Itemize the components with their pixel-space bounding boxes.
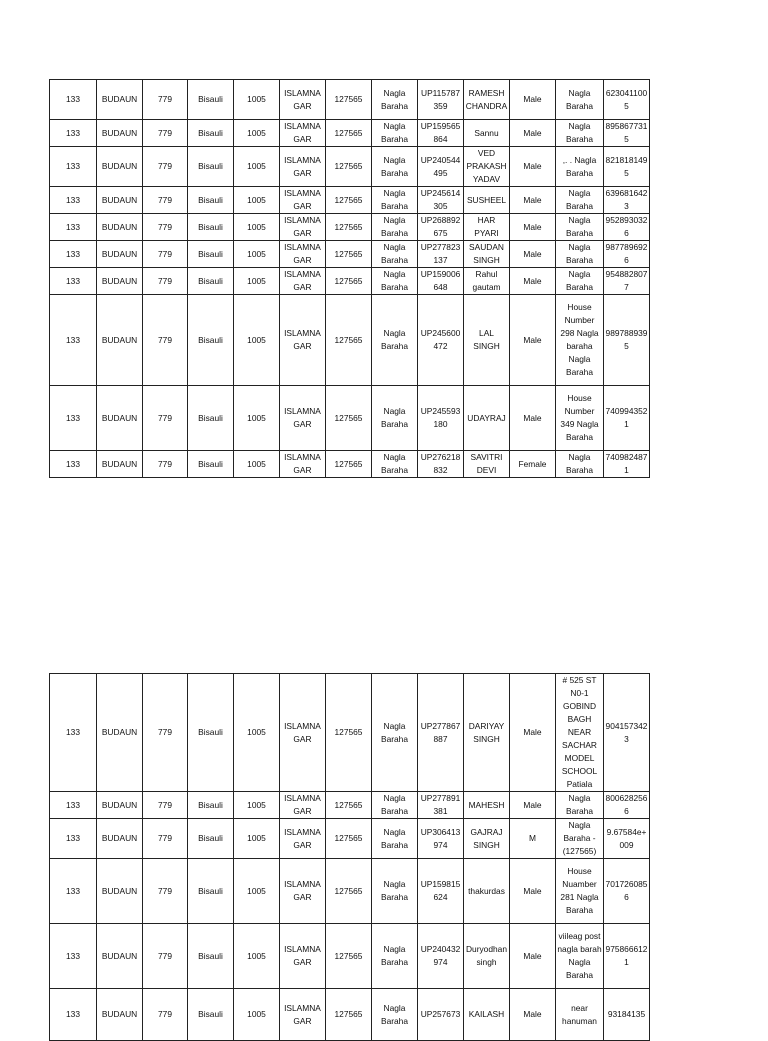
district-cell: BUDAUN [97,819,143,859]
farmer-name-cell: SAUDAN SINGH [464,241,510,268]
village-cell: Nagla Baraha [372,214,418,241]
village-cell: Nagla Baraha [372,268,418,295]
lgd-code-cell: 127565 [326,859,372,924]
registration-id-cell: UP240544495 [418,147,464,187]
district-cell: BUDAUN [97,924,143,989]
code-cell: 779 [143,859,188,924]
mobile-cell: 8958677315 [604,120,650,147]
table-row [50,792,650,819]
tehsil-cell: Bisauli [188,674,234,792]
gender-cell: Male [510,924,556,989]
district-cell: BUDAUN [97,241,143,268]
lgd-code-cell: 127565 [326,120,372,147]
address-cell: near hanuman [556,989,604,1041]
farmer-name-cell: Rahul gautam [464,268,510,295]
gender-cell: Female [510,451,556,478]
address-cell: Nagla Baraha [556,80,604,120]
code-cell: 779 [143,989,188,1041]
table-row [50,451,650,478]
gender-cell: Male [510,295,556,386]
address-cell: House Number 349 Nagla Baraha [556,386,604,451]
mobile-cell: 9.67584e+009 [604,819,650,859]
code-cell: 779 [143,268,188,295]
gram-panchayat-cell: ISLAMNA GAR [280,819,326,859]
mobile-cell: 9877896926 [604,241,650,268]
table-row [50,147,650,187]
village-code-cell: 1005 [234,451,280,478]
district-cell: BUDAUN [97,674,143,792]
table-row [50,187,650,214]
village-cell: Nagla Baraha [372,120,418,147]
farmer-name-cell: MAHESH [464,792,510,819]
district-cell: BUDAUN [97,187,143,214]
code-cell: 779 [143,147,188,187]
code-cell: 779 [143,295,188,386]
code-cell: 779 [143,241,188,268]
address-cell: # 525 ST N0-1 GOBIND BAGH NEAR SACHAR MODEL SCHOOL Patiala [556,674,604,792]
gram-panchayat-cell: ISLAMNA GAR [280,268,326,295]
lgd-code-cell: 127565 [326,674,372,792]
tehsil-cell: Bisauli [188,268,234,295]
table-row [50,386,650,451]
table-row [50,819,650,859]
village-cell: Nagla Baraha [372,989,418,1041]
registration-id-cell: UP245593180 [418,386,464,451]
village-cell: Nagla Baraha [372,386,418,451]
address-cell: Nagla Baraha [556,187,604,214]
farmer-name-cell: KAILASH [464,989,510,1041]
lgd-code-cell: 127565 [326,80,372,120]
record-table-2 [49,673,650,1041]
gram-panchayat-cell: ISLAMNA GAR [280,451,326,478]
farmer-name-cell: HAR PYARI [464,214,510,241]
village-code-cell: 1005 [234,187,280,214]
village-cell: Nagla Baraha [372,451,418,478]
gram-panchayat-cell: ISLAMNA GAR [280,674,326,792]
block-code-cell: 133 [50,792,97,819]
farmer-name-cell: Sannu [464,120,510,147]
village-code-cell: 1005 [234,80,280,120]
registration-id-cell: UP277891381 [418,792,464,819]
gram-panchayat-cell: ISLAMNA GAR [280,924,326,989]
district-cell: BUDAUN [97,214,143,241]
lgd-code-cell: 127565 [326,792,372,819]
mobile-cell: 8218181495 [604,147,650,187]
gender-cell: Male [510,120,556,147]
block-code-cell: 133 [50,859,97,924]
village-code-cell: 1005 [234,989,280,1041]
village-code-cell: 1005 [234,819,280,859]
tehsil-cell: Bisauli [188,792,234,819]
lgd-code-cell: 127565 [326,819,372,859]
address-cell: viileag post nagla barah Nagla Baraha [556,924,604,989]
table-row [50,268,650,295]
table-row [50,295,650,386]
gender-cell: M [510,819,556,859]
block-code-cell: 133 [50,674,97,792]
district-cell: BUDAUN [97,120,143,147]
gram-panchayat-cell: ISLAMNA GAR [280,187,326,214]
table-row [50,924,650,989]
gender-cell: Male [510,147,556,187]
registration-id-cell: UP115787359 [418,80,464,120]
farmer-name-cell: VED PRAKASH YADAV [464,147,510,187]
farmer-name-cell: RAMESH CHANDRA [464,80,510,120]
registration-id-cell: UP306413974 [418,819,464,859]
lgd-code-cell: 127565 [326,241,372,268]
gram-panchayat-cell: ISLAMNA GAR [280,859,326,924]
block-code-cell: 133 [50,214,97,241]
address-cell: House Number 298 Nagla baraha Nagla Baraha [556,295,604,386]
code-cell: 779 [143,214,188,241]
tehsil-cell: Bisauli [188,214,234,241]
code-cell: 779 [143,187,188,214]
village-cell: Nagla Baraha [372,924,418,989]
gender-cell: Male [510,187,556,214]
registration-id-cell: UP245614305 [418,187,464,214]
block-code-cell: 133 [50,147,97,187]
farmer-name-cell: SAVITRI DEVI [464,451,510,478]
gram-panchayat-cell: ISLAMNA GAR [280,792,326,819]
village-code-cell: 1005 [234,268,280,295]
tehsil-cell: Bisauli [188,120,234,147]
code-cell: 779 [143,120,188,147]
registration-id-cell: UP268892675 [418,214,464,241]
gender-cell: Male [510,674,556,792]
address-cell: Nagla Baraha [556,792,604,819]
code-cell: 779 [143,80,188,120]
mobile-cell: 7409943521 [604,386,650,451]
village-code-cell: 1005 [234,859,280,924]
block-code-cell: 133 [50,819,97,859]
block-code-cell: 133 [50,80,97,120]
address-cell: Nagla Baraha [556,451,604,478]
mobile-cell: 6230411005 [604,80,650,120]
farmer-name-cell: SUSHEEL [464,187,510,214]
mobile-cell: 7409824871 [604,451,650,478]
village-code-cell: 1005 [234,674,280,792]
tehsil-cell: Bisauli [188,859,234,924]
code-cell: 779 [143,386,188,451]
mobile-cell: 9758666121 [604,924,650,989]
village-cell: Nagla Baraha [372,674,418,792]
block-code-cell: 133 [50,924,97,989]
village-cell: Nagla Baraha [372,819,418,859]
village-code-cell: 1005 [234,241,280,268]
tehsil-cell: Bisauli [188,241,234,268]
gender-cell: Male [510,792,556,819]
gender-cell: Male [510,268,556,295]
address-cell: Nagla Baraha [556,241,604,268]
registration-id-cell: UP159006648 [418,268,464,295]
registration-id-cell: UP276218832 [418,451,464,478]
lgd-code-cell: 127565 [326,989,372,1041]
farmer-name-cell: LAL SINGH [464,295,510,386]
village-cell: Nagla Baraha [372,241,418,268]
village-code-cell: 1005 [234,792,280,819]
mobile-cell: 9548828077 [604,268,650,295]
mobile-cell: 9528930326 [604,214,650,241]
farmer-name-cell: GAJRAJ SINGH [464,819,510,859]
district-cell: BUDAUN [97,147,143,187]
tehsil-cell: Bisauli [188,187,234,214]
gram-panchayat-cell: ISLAMNA GAR [280,147,326,187]
registration-id-cell: UP277867887 [418,674,464,792]
gender-cell: Male [510,859,556,924]
gender-cell: Male [510,386,556,451]
gender-cell: Male [510,241,556,268]
lgd-code-cell: 127565 [326,187,372,214]
village-code-cell: 1005 [234,386,280,451]
district-cell: BUDAUN [97,295,143,386]
village-code-cell: 1005 [234,295,280,386]
tehsil-cell: Bisauli [188,147,234,187]
village-cell: Nagla Baraha [372,147,418,187]
district-cell: BUDAUN [97,792,143,819]
record-table-1 [49,79,650,478]
block-code-cell: 133 [50,989,97,1041]
district-cell: BUDAUN [97,989,143,1041]
lgd-code-cell: 127565 [326,924,372,989]
tehsil-cell: Bisauli [188,924,234,989]
gender-cell: Male [510,214,556,241]
record-table-1-body [50,80,650,478]
village-code-cell: 1005 [234,120,280,147]
gram-panchayat-cell: ISLAMNA GAR [280,214,326,241]
village-cell: Nagla Baraha [372,80,418,120]
mobile-cell: 93184135 [604,989,650,1041]
mobile-cell: 9041573423 [604,674,650,792]
address-cell: Nagla Baraha [556,268,604,295]
address-cell: ,. . Nagla Baraha [556,147,604,187]
registration-id-cell: UP245600472 [418,295,464,386]
block-code-cell: 133 [50,268,97,295]
block-code-cell: 133 [50,386,97,451]
registration-id-cell: UP159815624 [418,859,464,924]
farmer-name-cell: thakurdas [464,859,510,924]
village-cell: Nagla Baraha [372,792,418,819]
gram-panchayat-cell: ISLAMNA GAR [280,295,326,386]
block-code-cell: 133 [50,120,97,147]
gram-panchayat-cell: ISLAMNA GAR [280,386,326,451]
district-cell: BUDAUN [97,80,143,120]
table-row [50,80,650,120]
tehsil-cell: Bisauli [188,819,234,859]
tehsil-cell: Bisauli [188,386,234,451]
registration-id-cell: UP257673 [418,989,464,1041]
registration-id-cell: UP277823137 [418,241,464,268]
lgd-code-cell: 127565 [326,386,372,451]
code-cell: 779 [143,451,188,478]
block-code-cell: 133 [50,451,97,478]
farmer-name-cell: UDAYRAJ [464,386,510,451]
block-code-cell: 133 [50,187,97,214]
mobile-cell: 7017260856 [604,859,650,924]
gram-panchayat-cell: ISLAMNA GAR [280,80,326,120]
block-code-cell: 133 [50,241,97,268]
village-code-cell: 1005 [234,214,280,241]
gender-cell: Male [510,80,556,120]
lgd-code-cell: 127565 [326,451,372,478]
table-row [50,120,650,147]
code-cell: 779 [143,924,188,989]
farmer-name-cell: DARIYAY SINGH [464,674,510,792]
farmer-name-cell: Duryodhan singh [464,924,510,989]
code-cell: 779 [143,819,188,859]
village-cell: Nagla Baraha [372,187,418,214]
village-cell: Nagla Baraha [372,295,418,386]
lgd-code-cell: 127565 [326,295,372,386]
tehsil-cell: Bisauli [188,451,234,478]
tehsil-cell: Bisauli [188,989,234,1041]
gram-panchayat-cell: ISLAMNA GAR [280,120,326,147]
gender-cell: Male [510,989,556,1041]
lgd-code-cell: 127565 [326,214,372,241]
village-cell: Nagla Baraha [372,859,418,924]
block-code-cell: 133 [50,295,97,386]
mobile-cell: 9897889395 [604,295,650,386]
mobile-cell: 6396816423 [604,187,650,214]
district-cell: BUDAUN [97,268,143,295]
tehsil-cell: Bisauli [188,80,234,120]
address-cell: Nagla Baraha - (127565) [556,819,604,859]
address-cell: Nagla Baraha [556,214,604,241]
village-code-cell: 1005 [234,147,280,187]
code-cell: 779 [143,674,188,792]
address-cell: Nagla Baraha [556,120,604,147]
district-cell: BUDAUN [97,386,143,451]
district-cell: BUDAUN [97,859,143,924]
table-row [50,214,650,241]
lgd-code-cell: 127565 [326,147,372,187]
table-row [50,989,650,1041]
gram-panchayat-cell: ISLAMNA GAR [280,241,326,268]
address-cell: House Nuamber 281 Nagla Baraha [556,859,604,924]
registration-id-cell: UP159565864 [418,120,464,147]
village-code-cell: 1005 [234,924,280,989]
table-row [50,674,650,792]
table-row [50,859,650,924]
tehsil-cell: Bisauli [188,295,234,386]
record-table-2-body [50,674,650,1041]
table-row [50,241,650,268]
mobile-cell: 8006282566 [604,792,650,819]
gram-panchayat-cell: ISLAMNA GAR [280,989,326,1041]
registration-id-cell: UP240432974 [418,924,464,989]
code-cell: 779 [143,792,188,819]
district-cell: BUDAUN [97,451,143,478]
lgd-code-cell: 127565 [326,268,372,295]
